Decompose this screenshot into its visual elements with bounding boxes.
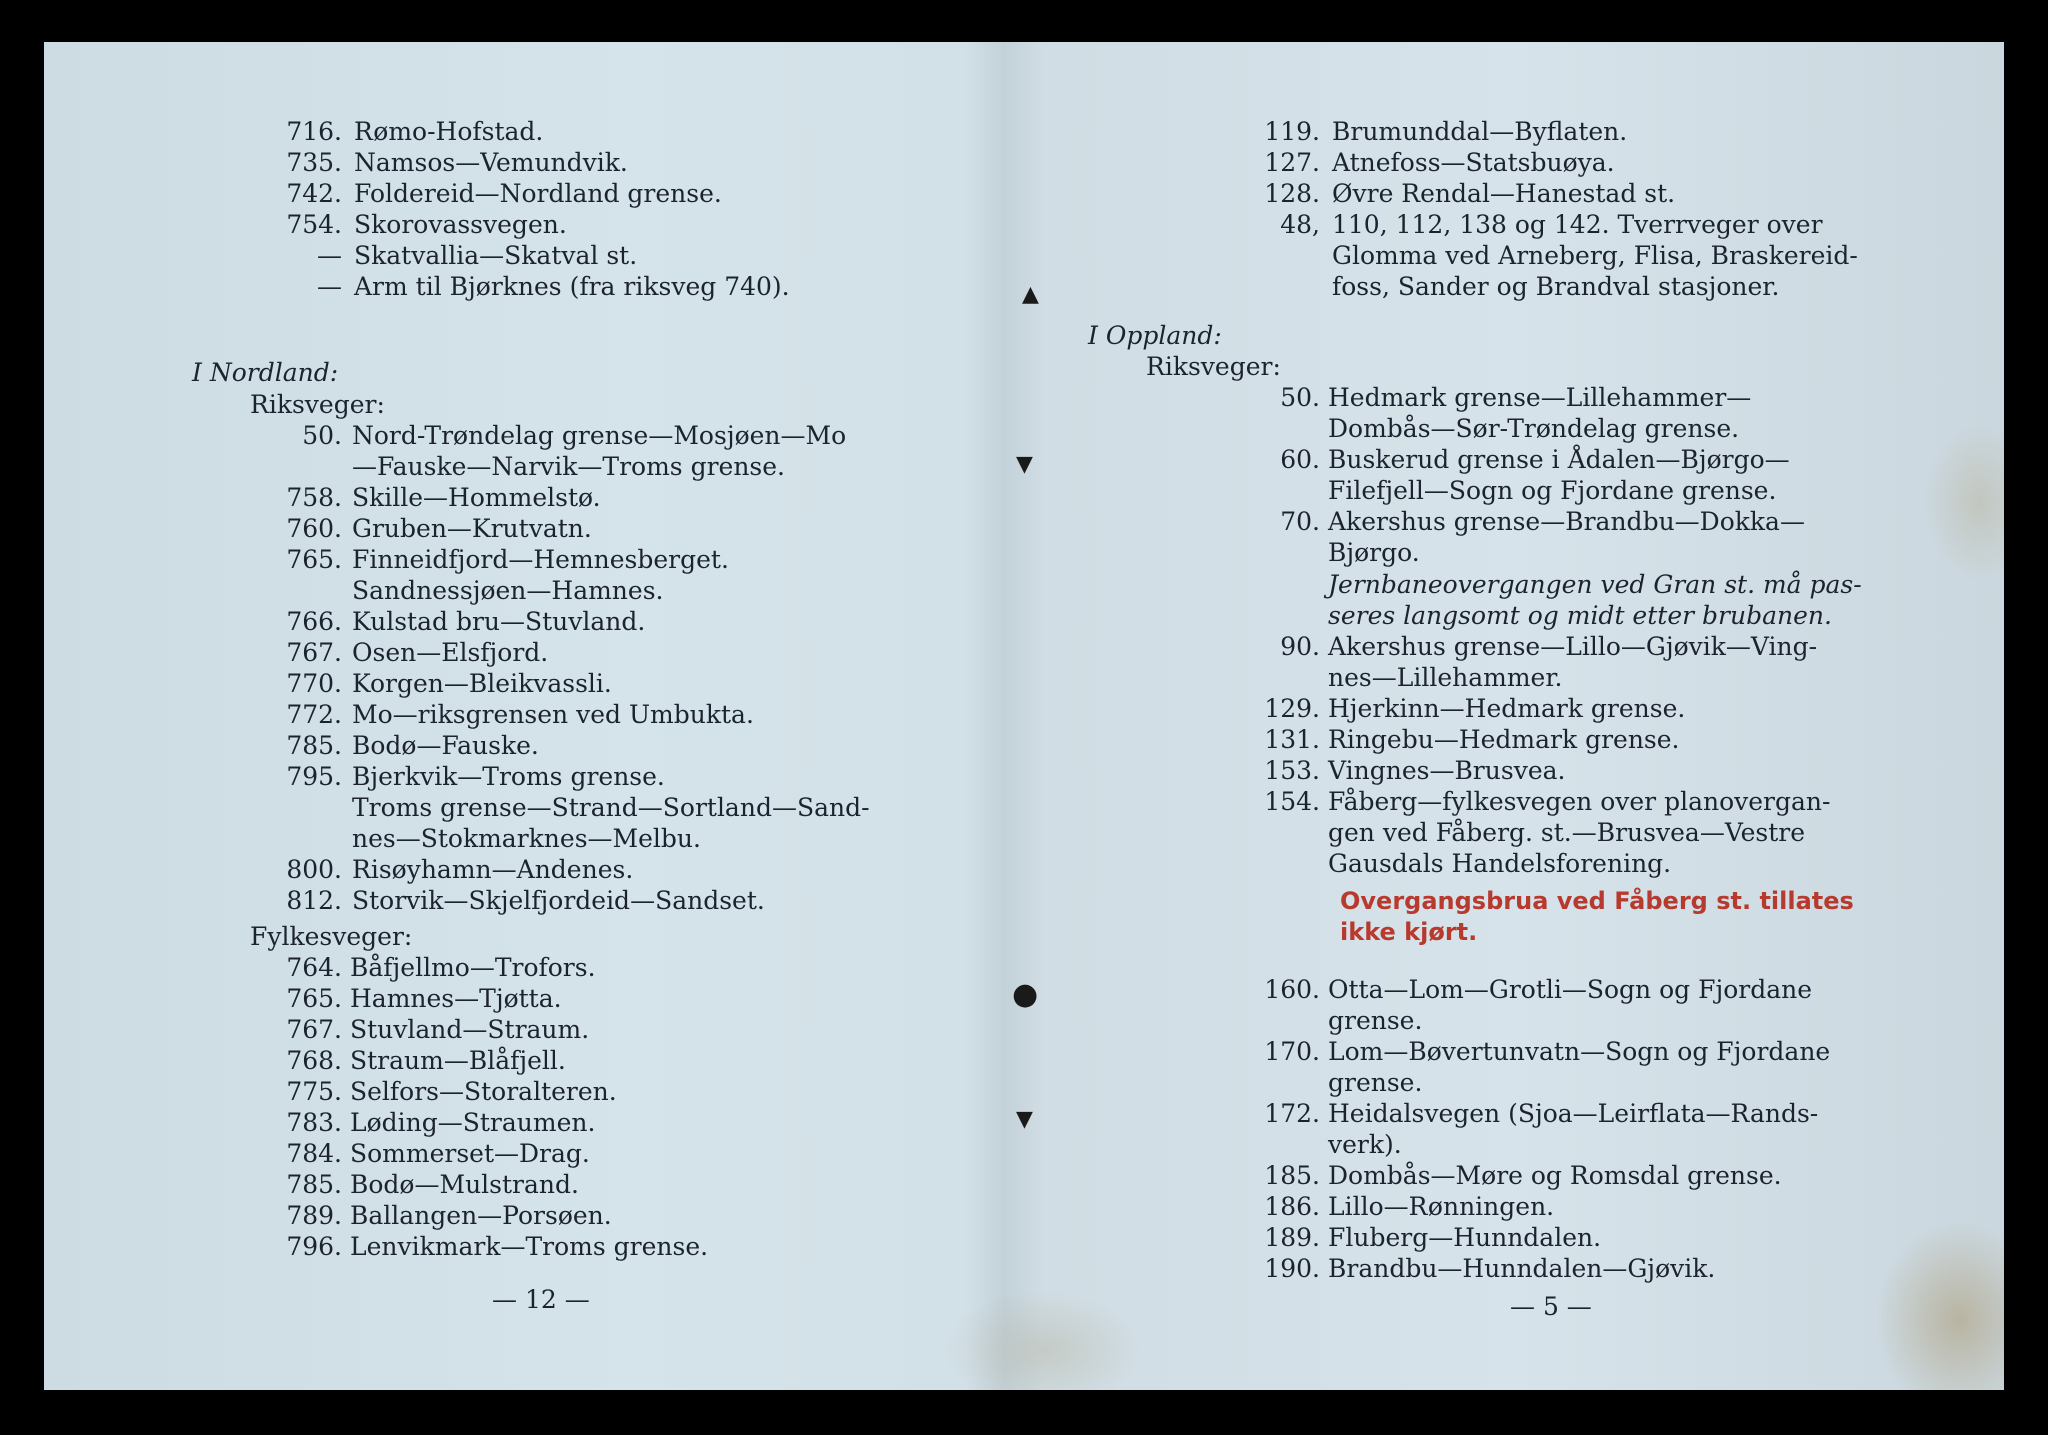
route-description: 110, 112, 138 og 142. Tverrveger over <box>1332 210 1823 239</box>
route-number: — <box>317 272 342 301</box>
route-description: Hjerkinn—Hedmark grense. <box>1328 694 1686 723</box>
route-description: Skille—Hommelstø. <box>352 483 601 512</box>
route-number: 767. <box>286 638 342 667</box>
route-description: Heidalsvegen (Sjoa—Leirflata—Rands- <box>1328 1099 1819 1128</box>
page-number: — 5 — <box>1510 1292 1592 1321</box>
route-number: 764. <box>286 953 342 982</box>
route-description: Lom—Bøvertunvatn—Sogn og Fjordane <box>1328 1037 1831 1066</box>
route-description: Stuvland—Straum. <box>350 1015 590 1044</box>
route-description: Sommerset—Drag. <box>350 1139 590 1168</box>
route-description: Brumunddal—Byflaten. <box>1332 117 1628 146</box>
document-sheet <box>44 42 2004 1390</box>
page-number: — 12 — <box>492 1285 590 1314</box>
route-description: Dombås—Møre og Romsdal grense. <box>1328 1161 1782 1190</box>
route-number: 754. <box>286 210 342 239</box>
route-number: 812. <box>286 886 342 915</box>
route-description: Kulstad bru—Stuvland. <box>352 607 646 636</box>
route-description: Troms grense—Strand—Sortland—Sand- <box>352 793 870 822</box>
route-description: Filefjell—Sogn og Fjordane grense. <box>1328 476 1777 505</box>
route-description: Fluberg—Hunndalen. <box>1328 1223 1602 1252</box>
route-number: 716. <box>286 117 342 146</box>
section-heading: I Nordland: <box>192 358 339 387</box>
route-description: Bodø—Mulstrand. <box>350 1170 579 1199</box>
route-description: Lillo—Rønningen. <box>1328 1192 1555 1221</box>
route-number: 153. <box>1264 756 1320 785</box>
route-number: 127. <box>1264 148 1320 177</box>
route-description: foss, Sander og Brandval stasjoner. <box>1332 272 1780 301</box>
route-number: 119. <box>1264 117 1320 146</box>
route-description: Bjerkvik—Troms grense. <box>352 762 665 791</box>
route-description: Selfors—Storalteren. <box>350 1077 617 1106</box>
route-number: 785. <box>286 1170 342 1199</box>
staple-mark: ▲ <box>1022 282 1039 307</box>
route-description: Rømo-Hofstad. <box>354 117 544 146</box>
route-description: Ringebu—Hedmark grense. <box>1328 725 1680 754</box>
route-number: 767. <box>286 1015 342 1044</box>
staple-mark: ▼ <box>1016 452 1033 477</box>
route-description: Storvik—Skjelfjordeid—Sandset. <box>352 886 765 915</box>
staple-mark: ▼ <box>1016 1107 1033 1132</box>
route-number: 189. <box>1264 1223 1320 1252</box>
route-description: Straum—Blåfjell. <box>350 1046 566 1075</box>
route-number: 765. <box>286 984 342 1013</box>
section-heading: I Oppland: <box>1088 321 1222 350</box>
route-number: 760. <box>286 514 342 543</box>
route-description: Gausdals Handelsforening. <box>1328 849 1672 878</box>
route-description: Brandbu—Hunndalen—Gjøvik. <box>1328 1254 1716 1283</box>
route-description: Fåberg—fylkesvegen over planovergan- <box>1328 787 1831 816</box>
route-description: Bodø—Fauske. <box>352 731 539 760</box>
route-description: Gruben—Krutvatn. <box>352 514 592 543</box>
route-description: Otta—Lom—Grotli—Sogn og Fjordane <box>1328 975 1812 1004</box>
route-number: 160. <box>1264 975 1320 1004</box>
staple-hole: ● <box>1012 977 1039 1012</box>
route-description: Buskerud grense i Ådalen—Bjørgo— <box>1328 445 1790 474</box>
route-description: Bjørgo. <box>1328 538 1420 567</box>
route-number: 48, <box>1280 210 1320 239</box>
route-number: 50. <box>1280 383 1320 412</box>
route-number: 770. <box>286 669 342 698</box>
route-number: 789. <box>286 1201 342 1230</box>
left-page <box>44 42 1024 1390</box>
route-number: 60. <box>1280 445 1320 474</box>
route-number: 735. <box>286 148 342 177</box>
route-description: Nord-Trøndelag grense—Mosjøen—Mo <box>352 421 847 450</box>
route-number: 131. <box>1264 725 1320 754</box>
route-number: 758. <box>286 483 342 512</box>
subsection-label: Riksveger: <box>1146 352 1281 381</box>
route-number: 766. <box>286 607 342 636</box>
route-description: Namsos—Vemundvik. <box>354 148 628 177</box>
route-number: 172. <box>1264 1099 1320 1128</box>
route-description: Finneidfjord—Hemnesberget. <box>352 545 729 574</box>
route-number: 186. <box>1264 1192 1320 1221</box>
route-description: Skorovassvegen. <box>354 210 567 239</box>
route-description: Mo—riksgrensen ved Umbukta. <box>352 700 754 729</box>
route-number: 784. <box>286 1139 342 1168</box>
route-description: Akershus grense—Lillo—Gjøvik—Ving- <box>1328 632 1818 661</box>
subsection-label: Fylkesveger: <box>250 922 413 951</box>
route-description: Foldereid—Nordland grense. <box>354 179 722 208</box>
route-number: 170. <box>1264 1037 1320 1066</box>
route-description: Lenvikmark—Troms grense. <box>350 1232 709 1261</box>
italic-note: Jernbaneovergangen ved Gran st. må pas- <box>1328 570 1862 599</box>
route-description: Båfjellmo—Trofors. <box>350 953 596 982</box>
route-number: 765. <box>286 545 342 574</box>
route-description: Dombås—Sør-Trøndelag grense. <box>1328 414 1740 443</box>
route-description: Atnefoss—Statsbuøya. <box>1332 148 1615 177</box>
italic-note: seres langsomt og midt etter brubanen. <box>1328 601 1832 630</box>
red-note: ikke kjørt. <box>1340 918 1478 946</box>
route-description: Hamnes—Tjøtta. <box>350 984 562 1013</box>
route-description: Øvre Rendal—Hanestad st. <box>1332 179 1676 208</box>
route-number: 795. <box>286 762 342 791</box>
route-description: Akershus grense—Brandbu—Dokka— <box>1328 507 1805 536</box>
route-description: Hedmark grense—Lillehammer— <box>1328 383 1752 412</box>
route-number: 50. <box>302 421 342 450</box>
route-number: 154. <box>1264 787 1320 816</box>
route-description: Ballangen—Porsøen. <box>350 1201 612 1230</box>
route-number: 742. <box>286 179 342 208</box>
route-description: —Fauske—Narvik—Troms grense. <box>352 452 786 481</box>
subsection-label: Riksveger: <box>250 390 385 419</box>
route-description: nes—Lillehammer. <box>1328 663 1563 692</box>
route-description: Skatvallia—Skatval st. <box>354 241 638 270</box>
route-description: Sandnessjøen—Hamnes. <box>352 576 664 605</box>
route-number: 185. <box>1264 1161 1320 1190</box>
route-description: Osen—Elsfjord. <box>352 638 549 667</box>
route-number: 785. <box>286 731 342 760</box>
route-number: 772. <box>286 700 342 729</box>
red-note: Overgangsbrua ved Fåberg st. tillates <box>1340 887 1854 915</box>
route-number: 90. <box>1280 632 1320 661</box>
route-description: gen ved Fåberg. st.—Brusvea—Vestre <box>1328 818 1805 847</box>
route-description: grense. <box>1328 1006 1423 1035</box>
right-page <box>1024 42 2004 1390</box>
route-number: 783. <box>286 1108 342 1137</box>
route-description: Arm til Bjørknes (fra riksveg 740). <box>354 272 790 301</box>
route-description: Risøyhamn—Andenes. <box>352 855 634 884</box>
route-number: 768. <box>286 1046 342 1075</box>
route-number: 128. <box>1264 179 1320 208</box>
route-number: 70. <box>1280 507 1320 536</box>
route-number: — <box>317 241 342 270</box>
route-description: Korgen—Bleikvassli. <box>352 669 612 698</box>
route-number: 796. <box>286 1232 342 1261</box>
route-description: Vingnes—Brusvea. <box>1328 756 1566 785</box>
route-description: Løding—Straumen. <box>350 1108 596 1137</box>
route-number: 775. <box>286 1077 342 1106</box>
route-description: grense. <box>1328 1068 1423 1097</box>
route-description: nes—Stokmarknes—Melbu. <box>352 824 701 853</box>
route-number: 129. <box>1264 694 1320 723</box>
route-description: Glomma ved Arneberg, Flisa, Braskereid- <box>1332 241 1858 270</box>
route-number: 800. <box>286 855 342 884</box>
route-description: verk). <box>1328 1130 1402 1159</box>
route-number: 190. <box>1264 1254 1320 1283</box>
